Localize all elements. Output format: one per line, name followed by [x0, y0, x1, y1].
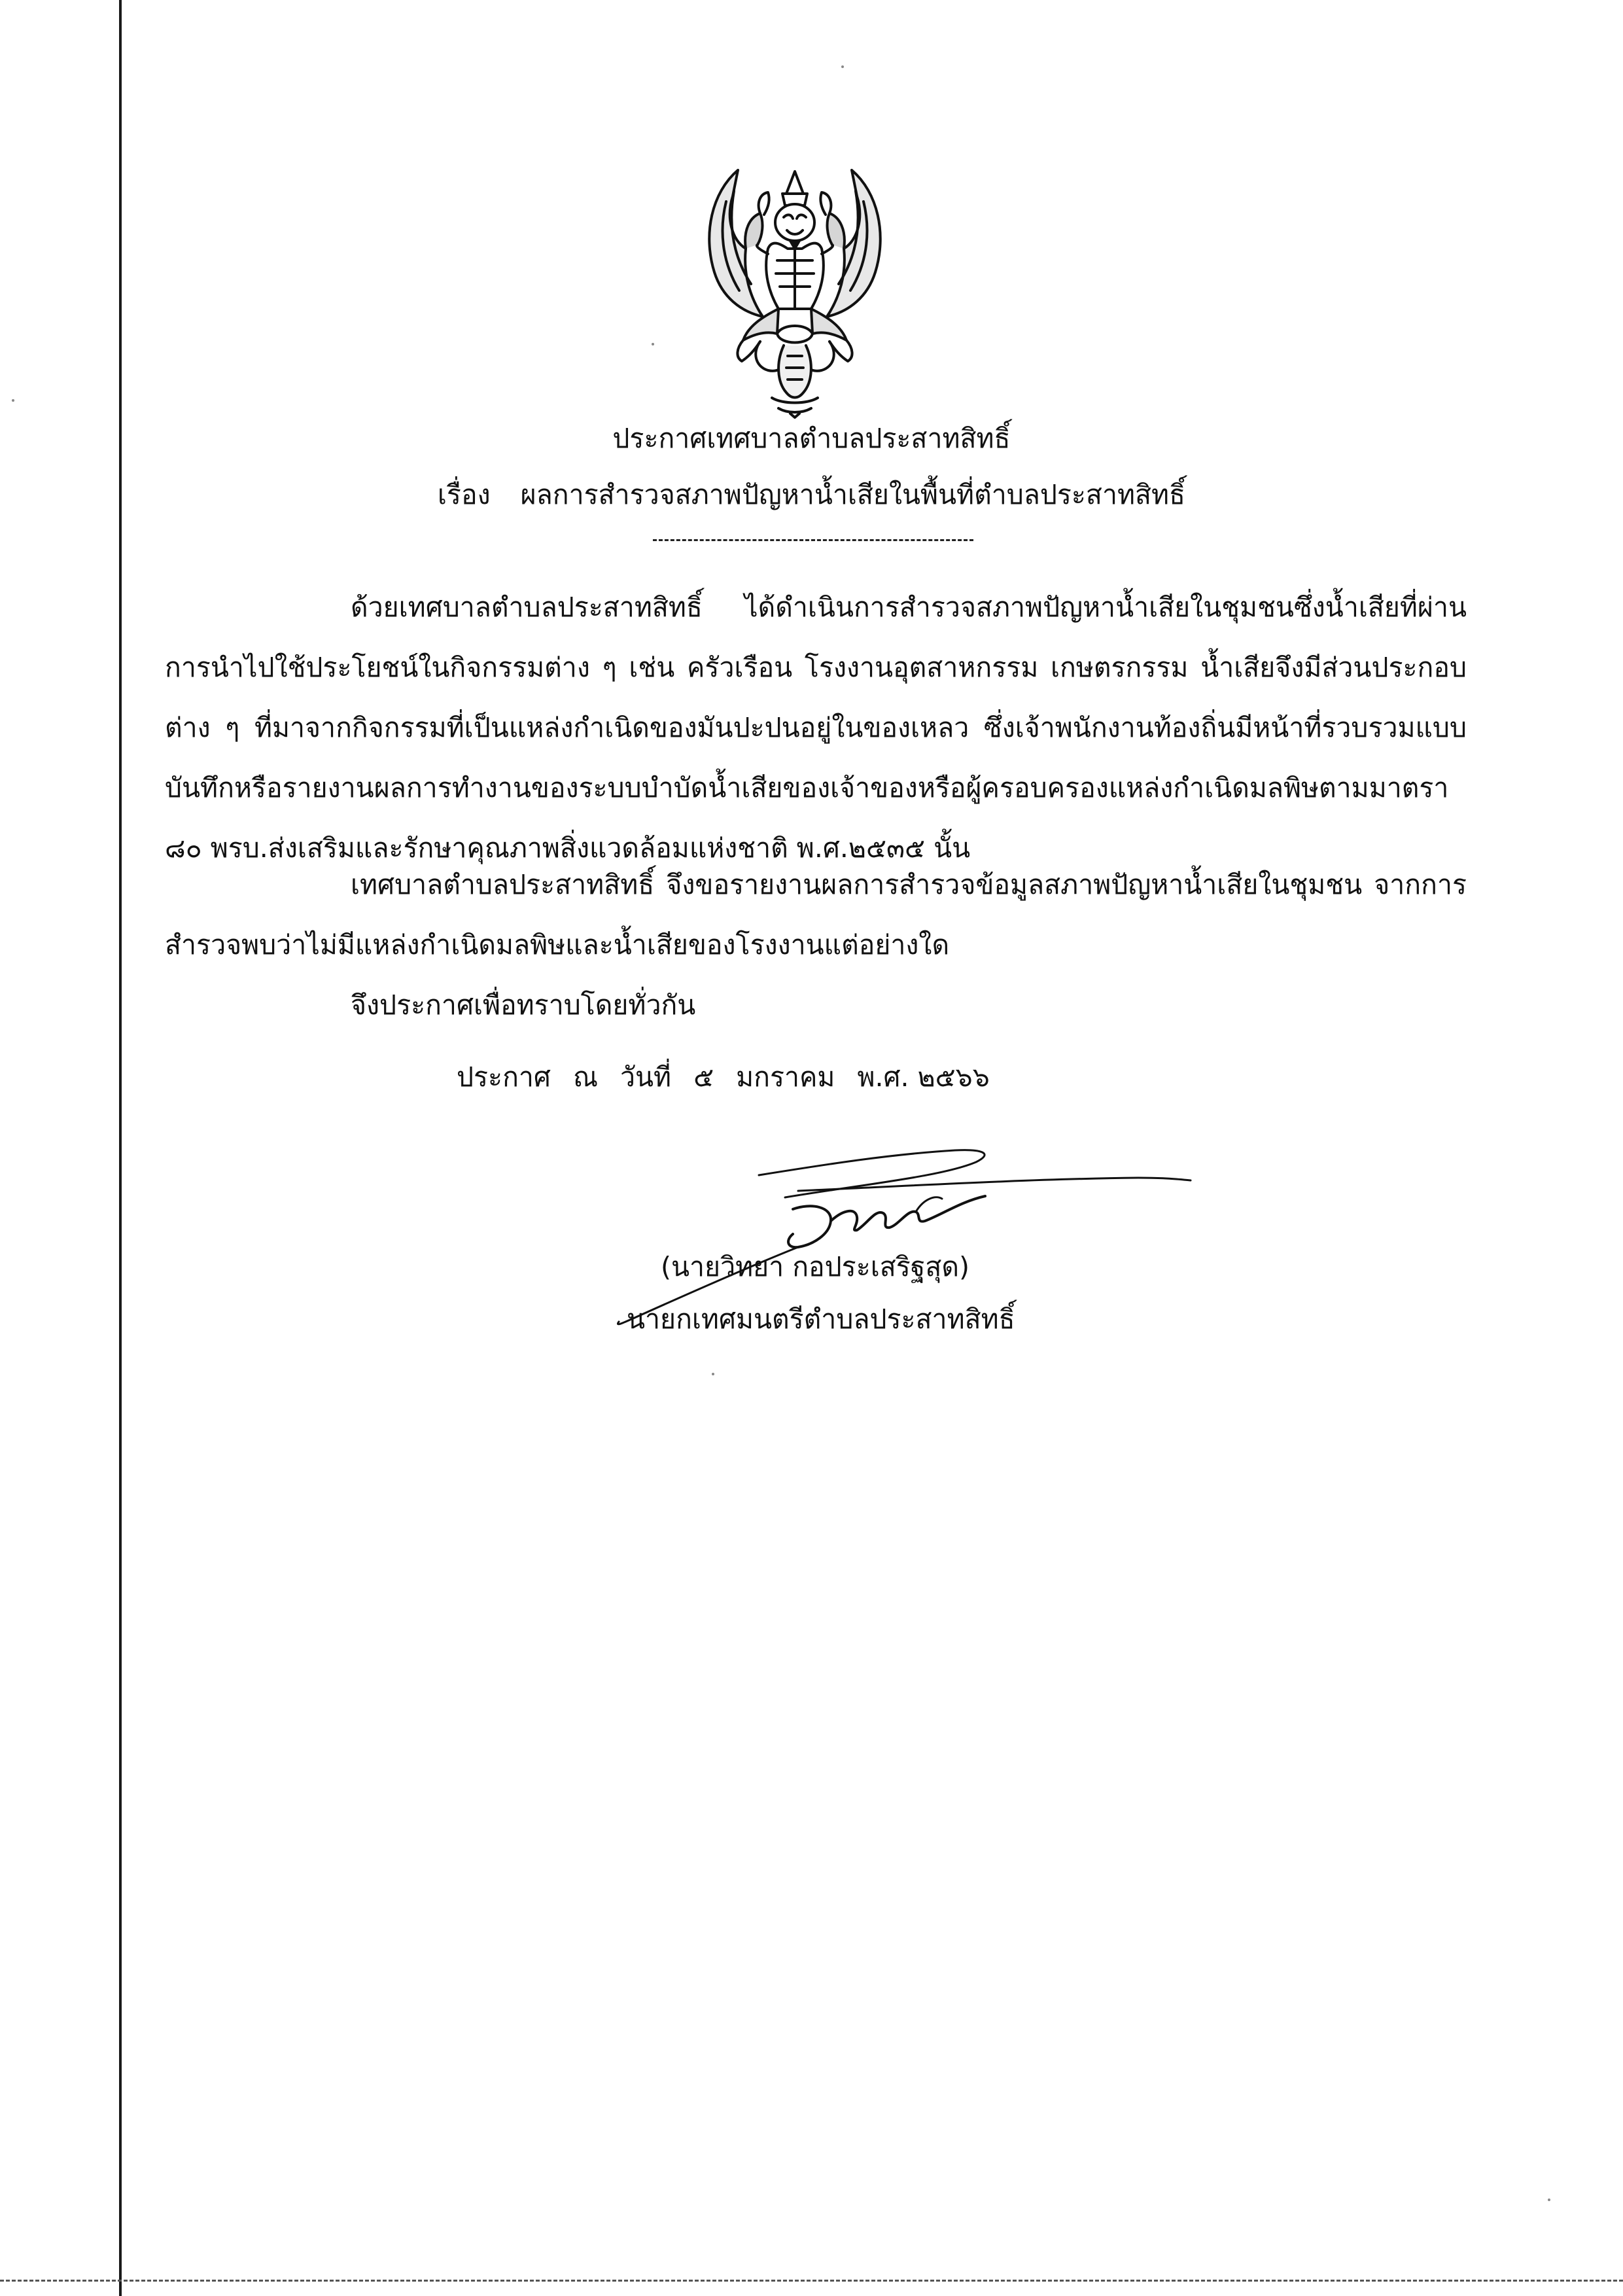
date-at: ณ — [572, 1061, 598, 1093]
date-month: มกราคม — [736, 1061, 835, 1093]
body-paragraph-2: เทศบาลตำบลประสาทสิทธิ์ จึงขอรายงานผลการสำรวจข้อมูลสภาพปัญหาน้ำเสียในชุมชน จากการสำรวจพบว่าไม่มีแหล่งกำเนิดมลพิษและน้ำเสียของโรงงานแต่อย่างใด — [165, 869, 1467, 961]
page-left-edge — [119, 0, 122, 2296]
closing-line: จึงประกาศเพื่อทราบโดยทั่วกัน — [351, 989, 696, 1021]
title-divider — [653, 539, 973, 541]
subject-label: เรื่อง — [437, 479, 491, 510]
date-day: ๕ — [693, 1061, 714, 1093]
announcement-title: ประกาศเทศบาลตำบลประสาทสิทธิ์ — [612, 423, 1011, 454]
subject-text: ผลการสำรวจสภาพปัญหาน้ำเสียในพื้นที่ตำบลประสาทสิทธิ์ — [520, 479, 1186, 510]
date-prefix: ประกาศ — [457, 1061, 551, 1093]
garuda-emblem-icon — [700, 162, 890, 419]
scan-speck — [1548, 2199, 1550, 2201]
signatory-position: นายกเทศมนตรีตำบลประสาทสิทธิ์ — [627, 1303, 1015, 1335]
page-bottom-edge — [0, 2280, 1623, 2282]
date-day-label: วันที่ — [620, 1061, 672, 1093]
scan-speck — [12, 399, 14, 402]
body-paragraph-1: ด้วยเทศบาลตำบลประสาทสิทธิ์ ได้ดำเนินการสำรวจสภาพปัญหาน้ำเสียในชุมชนซึ่งน้ำเสียที่ผ่านการนำไปใช้ประโยชน์ในกิจกรรมต่าง ๆ เช่น ครัวเรือน โรงงานอุตสาหกรรม เกษตรกรรม น้ำเสียจึงมีส่วนประกอบต่าง ๆ ที่มาจากกิจกรรมที่เป็นแหล่งกำเนิดของมันปะปนอยู่ในของเหลว ซึ่งเจ้าพนักงานท้องถิ่นมีหน้าที่รวบรวมแบบบันทึกหรือรายงานผลการทำงานของระบบบำบัดน้ำเสียของเจ้าของหรือผู้ครอบครองแหล่งกำเนิดมลพิษตามมาตรา ๘๐ พรบ.ส่งเสริมและรักษาคุณภาพสิ่งแวดล้อมแห่งชาติ พ.ศ.๒๕๓๕ นั้น — [165, 592, 1467, 864]
scan-speck — [652, 343, 654, 345]
date-year: พ.ศ. ๒๕๖๖ — [857, 1061, 990, 1093]
scan-speck — [712, 1373, 714, 1375]
scan-speck — [841, 65, 844, 68]
announcement-date — [457, 1057, 990, 1097]
signatory-name: (นายวิทยา กอประเสริฐสุด) — [661, 1251, 970, 1282]
announcement-subject — [0, 475, 1623, 514]
